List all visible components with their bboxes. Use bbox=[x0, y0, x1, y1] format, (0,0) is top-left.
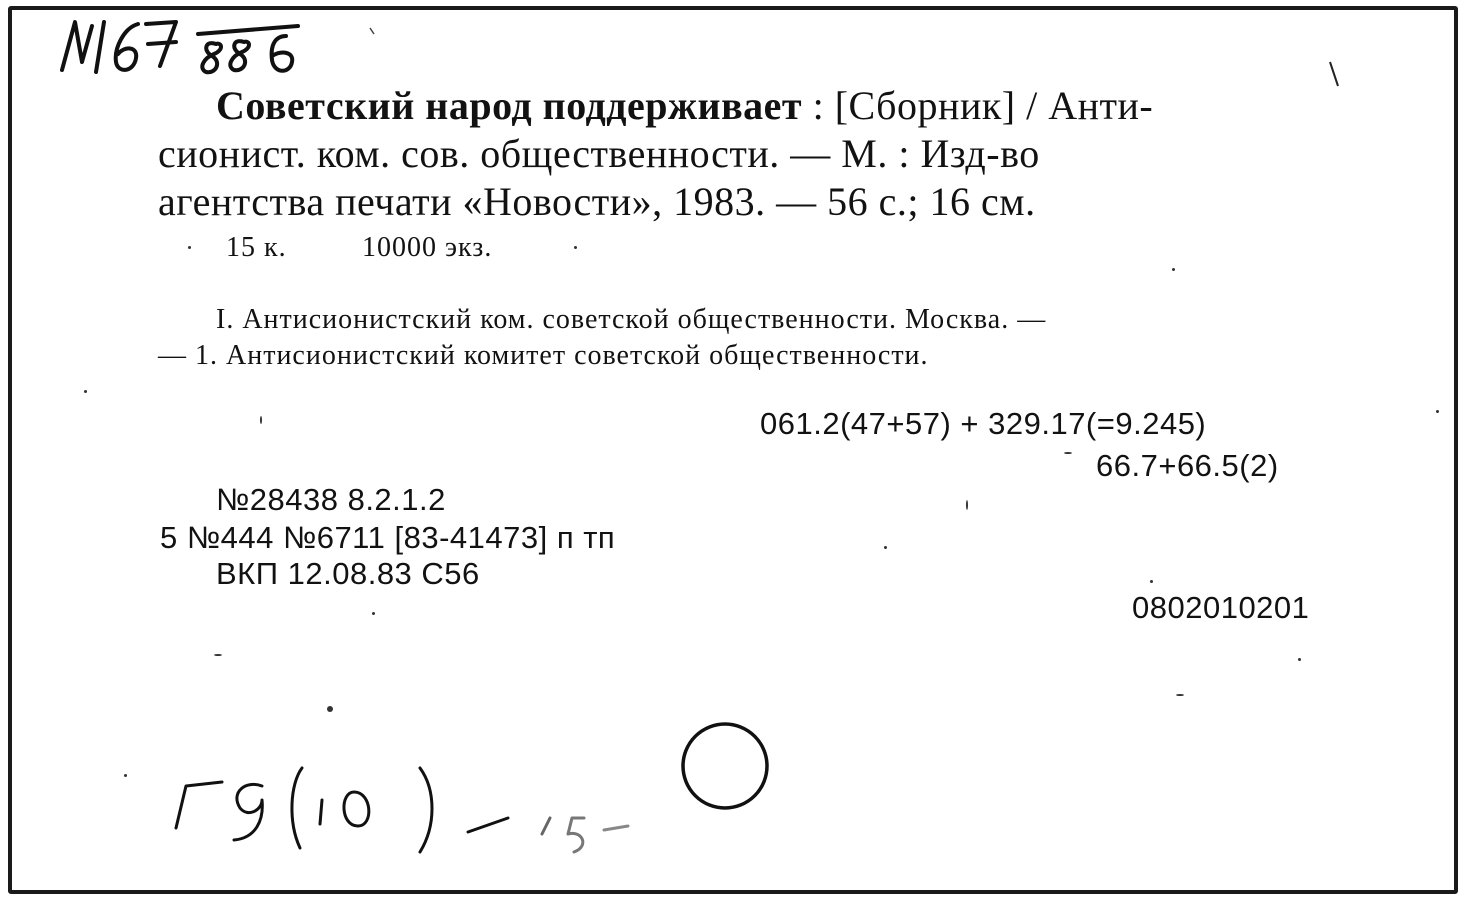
title-line-2: сионист. ком. сов. общественности. — М. : Изд-во bbox=[158, 131, 1040, 176]
classification-1: 061.2(47+57) + 329.17(=9.245) bbox=[760, 406, 1207, 441]
speck bbox=[1150, 580, 1153, 583]
speck bbox=[327, 706, 333, 712]
speck bbox=[574, 246, 577, 249]
speck bbox=[966, 500, 968, 510]
registration-1: №28438 8.2.1.2 bbox=[216, 482, 446, 517]
copies: 10000 экз. bbox=[362, 232, 493, 263]
card-code: 0802010201 bbox=[1132, 590, 1310, 625]
classification-2: 66.7+66.5(2) bbox=[1096, 448, 1279, 483]
speck bbox=[84, 390, 87, 393]
registration-3: ВКП 12.08.83 С56 bbox=[216, 556, 480, 591]
speck bbox=[124, 774, 127, 777]
title-line-3: агентства печати «Новости», 1983. — 56 с.; 16 см. bbox=[158, 179, 1036, 224]
speck bbox=[1176, 694, 1184, 696]
speck bbox=[884, 546, 887, 549]
speck bbox=[188, 246, 191, 249]
added-entry-2: — 1. Антисионистский комитет советской общественности. bbox=[158, 340, 929, 371]
registration-2: 5 №444 №6711 [83-41473] п тп bbox=[160, 520, 616, 555]
speck bbox=[214, 654, 222, 656]
speck bbox=[1064, 452, 1072, 454]
speck bbox=[372, 612, 375, 615]
speck bbox=[1172, 268, 1175, 271]
title-rest: : [Сборник] / Анти- bbox=[802, 83, 1154, 128]
speck bbox=[1298, 658, 1301, 661]
speck bbox=[260, 416, 262, 424]
added-entry-1: I. Антисионистский ком. советской общественности. Москва. — bbox=[216, 304, 1047, 335]
title-strong: Советский народ поддерживает bbox=[216, 83, 803, 128]
price: 15 к. bbox=[226, 232, 287, 263]
speck bbox=[1436, 410, 1439, 413]
